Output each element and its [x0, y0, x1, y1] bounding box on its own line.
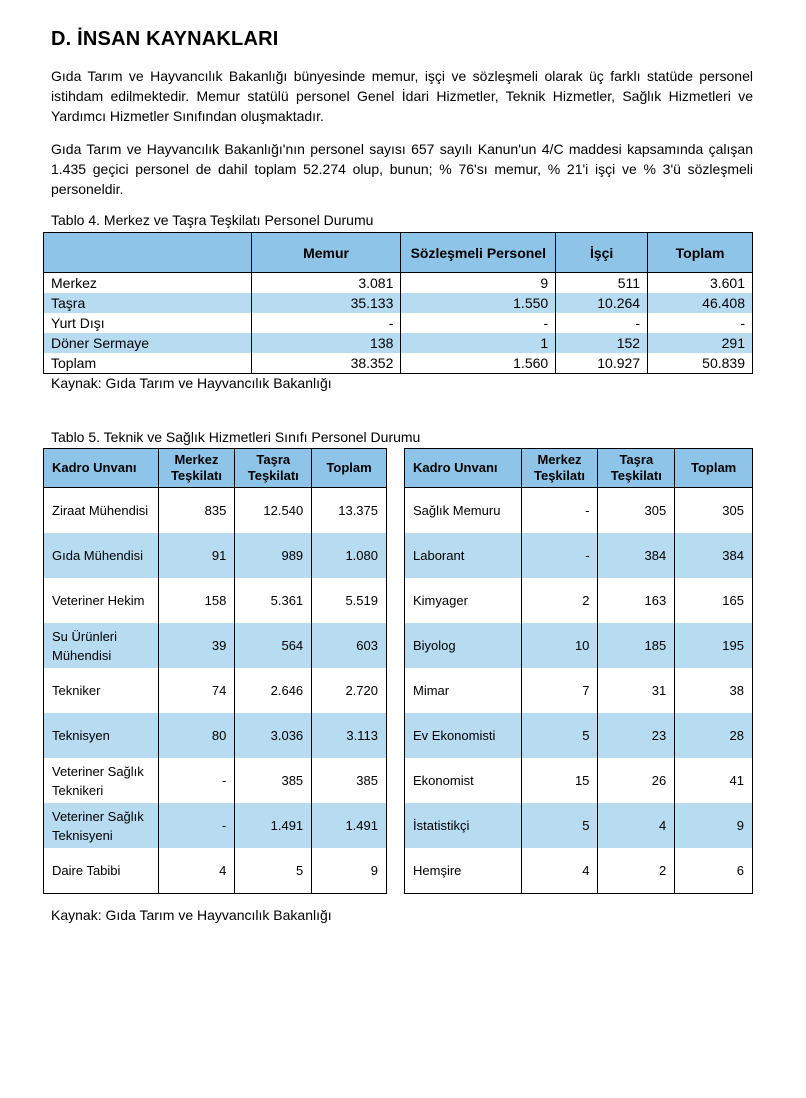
value-cell: 9 [675, 803, 753, 848]
value-cell: 4 [158, 848, 235, 894]
value-cell: 185 [598, 623, 675, 668]
table-row [405, 668, 753, 713]
value-cell: 2.720 [312, 668, 387, 713]
value-cell: - [158, 758, 235, 803]
value-cell: - [158, 803, 235, 848]
value-cell: - [648, 313, 753, 333]
table4-header-cell: Memur [251, 233, 401, 273]
value-cell: 10.264 [556, 293, 648, 313]
table-row [44, 623, 387, 668]
row-label-cell: Veteriner Sağlık Teknikeri [44, 758, 159, 803]
table5-header-cell: Kadro Unvanı [44, 449, 159, 488]
value-cell: 15 [521, 758, 598, 803]
value-cell: 989 [235, 533, 312, 578]
value-cell: 305 [675, 488, 753, 534]
value-cell: 384 [598, 533, 675, 578]
value-cell: 195 [675, 623, 753, 668]
table5-header-cell: Kadro Unvanı [405, 449, 522, 488]
table5-caption: Tablo 5. Teknik ve Sağlık Hizmetleri Sınıfı Personel Durumu [51, 429, 421, 445]
table-row [44, 533, 387, 578]
paragraph-1: Gıda Tarım ve Hayvancılık Bakanlığı bünyesinde memur, işçi ve sözleşmeli olarak üç farklı statüde personel istihdam edilmektedir. Memur statülü personel Genel İdari Hizmetler, Teknik Hizmetler, Sağlık Hizmetleri ve Yardımcı Hizmetler Sınıfından oluşmaktadır. [51, 68, 753, 124]
value-cell: 835 [158, 488, 235, 534]
value-cell: 3.601 [648, 273, 753, 294]
value-cell: 4 [521, 848, 598, 894]
row-label-cell: Tekniker [44, 668, 159, 713]
value-cell: 5.361 [235, 578, 312, 623]
table-row [405, 488, 753, 534]
value-cell: 305 [598, 488, 675, 534]
row-label-cell: Döner Sermaye [44, 333, 252, 353]
row-label-cell: Su Ürünleri Mühendisi [44, 623, 159, 668]
value-cell: 5.519 [312, 578, 387, 623]
table5-header-cell: Toplam [312, 449, 387, 488]
table4-header-cell: Toplam [648, 233, 753, 273]
table-row [44, 273, 753, 294]
value-cell: 291 [648, 333, 753, 353]
row-label-cell: Daire Tabibi [44, 848, 159, 894]
table-row [405, 713, 753, 758]
value-cell: 23 [598, 713, 675, 758]
value-cell: 1.550 [401, 293, 556, 313]
table-row [44, 668, 387, 713]
table5-left [43, 448, 387, 894]
row-label-cell: Mimar [405, 668, 522, 713]
value-cell: 9 [401, 273, 556, 294]
value-cell: 152 [556, 333, 648, 353]
value-cell: 38.352 [251, 353, 401, 374]
value-cell: 10 [521, 623, 598, 668]
value-cell: 603 [312, 623, 387, 668]
row-label-cell: Hemşire [405, 848, 522, 894]
row-label-cell: Ev Ekonomisti [405, 713, 522, 758]
value-cell: 5 [235, 848, 312, 894]
table5-header-cell: Toplam [675, 449, 753, 488]
value-cell: 2 [521, 578, 598, 623]
value-cell: 5 [521, 803, 598, 848]
value-cell: 1.491 [312, 803, 387, 848]
value-cell: 3.036 [235, 713, 312, 758]
table5-header-cell: Taşra Teşkilatı [235, 449, 312, 488]
table-row [405, 848, 753, 894]
table-row [405, 533, 753, 578]
table4-header-cell [44, 233, 252, 273]
row-label-cell: Teknisyen [44, 713, 159, 758]
value-cell: - [556, 313, 648, 333]
document-page [51, 26, 753, 924]
value-cell: - [521, 533, 598, 578]
row-label-cell: İstatistikçi [405, 803, 522, 848]
row-label-cell: Ziraat Mühendisi [44, 488, 159, 534]
row-label-cell: Yurt Dışı [44, 313, 252, 333]
table-row [44, 333, 753, 353]
table-row [44, 848, 387, 894]
value-cell: 511 [556, 273, 648, 294]
value-cell: 1 [401, 333, 556, 353]
table-row [44, 713, 387, 758]
table4-header-row [44, 233, 753, 273]
table-row [44, 488, 387, 534]
value-cell: 385 [312, 758, 387, 803]
table-row [44, 803, 387, 848]
value-cell: 6 [675, 848, 753, 894]
value-cell: 2 [598, 848, 675, 894]
value-cell: 91 [158, 533, 235, 578]
value-cell: 1.560 [401, 353, 556, 374]
row-label-cell: Veteriner Hekim [44, 578, 159, 623]
table4-header-cell: İşçi [556, 233, 648, 273]
value-cell: 50.839 [648, 353, 753, 374]
value-cell: 13.375 [312, 488, 387, 534]
value-cell: 2.646 [235, 668, 312, 713]
paragraph-2: Gıda Tarım ve Hayvancılık Bakanlığı'nın personel sayısı 657 sayılı Kanun'un 4/C maddesi kapsamında çalışan 1.435 geçici personel de dahil toplam 52.274 olup, bunun; % 76'sı memur, % 21'i işçi ve % 3'ü sözleşmeli personeldir. [51, 141, 753, 197]
table5-header-cell: Merkez Teşkilatı [521, 449, 598, 488]
table5-container [43, 448, 753, 906]
table4-header-cell: Sözleşmeli Personel [401, 233, 556, 273]
table5-right-header-row [405, 449, 753, 488]
value-cell: 41 [675, 758, 753, 803]
row-label-cell: Gıda Mühendisi [44, 533, 159, 578]
row-label-cell: Laborant [405, 533, 522, 578]
value-cell: - [521, 488, 598, 534]
value-cell: 384 [675, 533, 753, 578]
value-cell: 3.113 [312, 713, 387, 758]
row-label-cell: Taşra [44, 293, 252, 313]
value-cell: 10.927 [556, 353, 648, 374]
value-cell: 1.080 [312, 533, 387, 578]
table-row [405, 758, 753, 803]
value-cell: 38 [675, 668, 753, 713]
value-cell: 1.491 [235, 803, 312, 848]
table5-header-cell: Merkez Teşkilatı [158, 449, 235, 488]
value-cell: 28 [675, 713, 753, 758]
value-cell: - [401, 313, 556, 333]
table-row [44, 758, 387, 803]
value-cell: 163 [598, 578, 675, 623]
table4-caption: Tablo 4. Merkez ve Taşra Teşkilatı Personel Durumu [51, 212, 374, 228]
table-row [44, 313, 753, 333]
row-label-cell: Ekonomist [405, 758, 522, 803]
value-cell: 80 [158, 713, 235, 758]
row-label-cell: Merkez [44, 273, 252, 294]
table4-source: Kaynak: Gıda Tarım ve Hayvancılık Bakanlığı [51, 375, 332, 391]
value-cell: 12.540 [235, 488, 312, 534]
value-cell: 74 [158, 668, 235, 713]
table-row [44, 293, 753, 313]
value-cell: 564 [235, 623, 312, 668]
value-cell: 5 [521, 713, 598, 758]
value-cell: 26 [598, 758, 675, 803]
row-label-cell: Veteriner Sağlık Teknisyeni [44, 803, 159, 848]
table5-header-cell: Taşra Teşkilatı [598, 449, 675, 488]
value-cell: 46.408 [648, 293, 753, 313]
table4 [43, 232, 753, 374]
table5-right [404, 448, 753, 894]
value-cell: 9 [312, 848, 387, 894]
value-cell: 31 [598, 668, 675, 713]
value-cell: 158 [158, 578, 235, 623]
value-cell: 165 [675, 578, 753, 623]
table-row [405, 578, 753, 623]
value-cell: 35.133 [251, 293, 401, 313]
table-row [405, 803, 753, 848]
table5-left-header-row [44, 449, 387, 488]
row-label-cell: Toplam [44, 353, 252, 374]
table-row [44, 353, 753, 374]
row-label-cell: Biyolog [405, 623, 522, 668]
value-cell: 39 [158, 623, 235, 668]
value-cell: 4 [598, 803, 675, 848]
value-cell: 138 [251, 333, 401, 353]
table5-source: Kaynak: Gıda Tarım ve Hayvancılık Bakanlığı [51, 907, 332, 923]
row-label-cell: Kimyager [405, 578, 522, 623]
row-label-cell: Sağlık Memuru [405, 488, 522, 534]
section-heading: D. İNSAN KAYNAKLARI [51, 28, 279, 50]
value-cell: 3.081 [251, 273, 401, 294]
value-cell: 385 [235, 758, 312, 803]
value-cell: - [251, 313, 401, 333]
value-cell: 7 [521, 668, 598, 713]
table-row [405, 623, 753, 668]
table-row [44, 578, 387, 623]
